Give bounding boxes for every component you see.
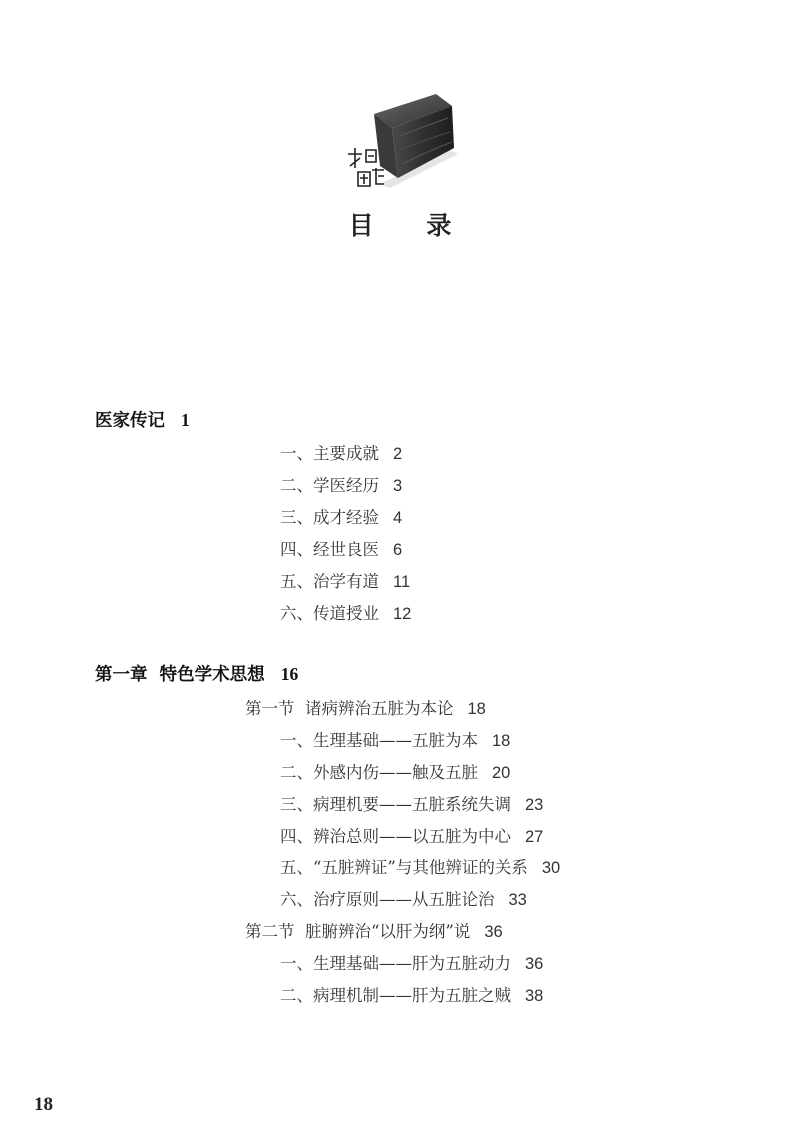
toc-entry-page: 20 [492, 764, 511, 782]
toc-entry[interactable] [280, 982, 543, 1006]
page-title: 目 录 [348, 211, 474, 240]
toc-entry-text: 第一章 特色学术思想 [95, 665, 265, 685]
toc-entry[interactable] [280, 791, 543, 815]
toc-entry[interactable] [280, 536, 402, 560]
toc-entry-page: 16 [280, 664, 299, 684]
toc-entry[interactable] [280, 886, 527, 910]
toc-entry[interactable] [95, 407, 190, 432]
toc-entry[interactable] [280, 950, 543, 974]
toc-entry-page: 36 [525, 955, 544, 973]
toc-entry-text: 五、“五脏辨证”与其他辨证的关系 [280, 858, 528, 877]
toc-entry-text: 六、传道授业 [280, 604, 379, 623]
toc-entry-page: 1 [181, 410, 190, 430]
toc-entry[interactable] [280, 854, 560, 878]
toc-entry[interactable] [95, 661, 298, 686]
toc-entry-text: 四、辨治总则——以五脏为中心 [280, 827, 511, 846]
toc-entry-text: 第二节 脏腑辨治“以肝为纲”说 [245, 922, 471, 941]
toc-entry-page: 12 [393, 605, 412, 623]
toc-entry-page: 3 [393, 477, 403, 495]
toc-entry-text: 三、成才经验 [280, 508, 379, 527]
toc-entry[interactable] [280, 759, 510, 783]
toc-entry-text: 医家传记 [95, 411, 165, 431]
toc-entry[interactable] [280, 600, 411, 624]
toc-entry-text: 一、主要成就 [280, 444, 379, 463]
toc-entry-text: 一、生理基础——肝为五脏动力 [280, 954, 511, 973]
toc-entry-page: 30 [541, 859, 561, 877]
toc-entry-text: 二、学医经历 [280, 476, 379, 495]
toc-entry-page: 23 [525, 796, 544, 814]
toc-entry-text: 六、治疗原则——从五脏论治 [280, 890, 495, 909]
toc-entry-page: 36 [484, 923, 503, 941]
toc-entry[interactable] [280, 568, 410, 592]
toc-entry-text: 第一节 诸病辨治五脏为本论 [245, 699, 454, 718]
toc-entry-text: 三、病理机要——五脏系统失调 [280, 795, 511, 814]
toc-entry[interactable] [280, 472, 402, 496]
toc-entry-text: 一、生理基础——五脏为本 [280, 731, 478, 750]
toc-entry-text: 二、外感内伤——触及五脏 [280, 763, 478, 782]
toc-entry[interactable] [280, 504, 402, 528]
toc-entry[interactable] [280, 440, 402, 464]
toc-entry-page: 4 [393, 509, 403, 527]
toc-entry-page: 38 [525, 987, 544, 1005]
toc-entry-page: 2 [393, 445, 403, 463]
page-number: 18 [34, 1094, 53, 1115]
toc-entry-page: 11 [393, 573, 411, 591]
toc-entry-text: 五、治学有道 [280, 572, 379, 591]
toc-entry[interactable] [245, 918, 503, 942]
toc-entry-page: 33 [508, 891, 527, 909]
toc-entry[interactable] [280, 823, 543, 847]
toc-entry-text: 四、经世良医 [280, 540, 379, 559]
toc-entry-page: 27 [525, 828, 544, 846]
toc-entry[interactable] [280, 727, 510, 751]
toc-entry-text: 二、病理机制——肝为五脏之贼 [280, 986, 511, 1005]
toc-entry-page: 18 [492, 732, 511, 750]
toc-entry-page: 6 [393, 541, 403, 559]
toc-entry-page: 18 [467, 700, 486, 718]
toc-entry[interactable] [245, 695, 486, 719]
